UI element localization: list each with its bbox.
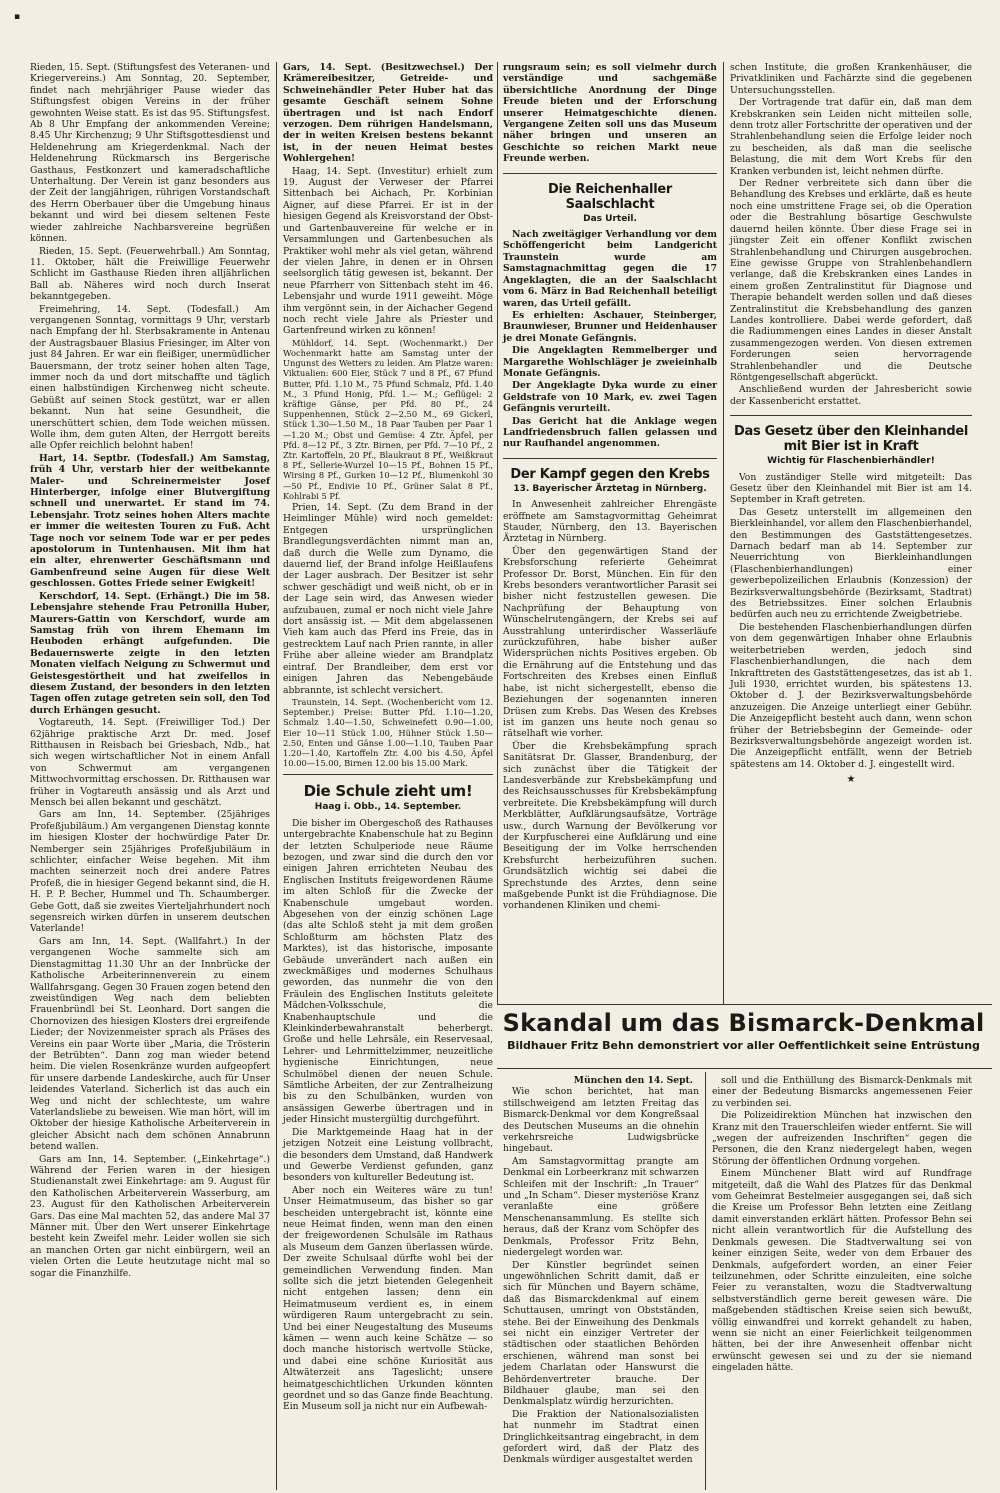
headline-gesetz: Das Gesetz über den Kleinhandel mit Bier ist in Kraft <box>733 424 968 455</box>
article-saal-p4: Der Angeklagte Dyka wurde zu einer Geldstrafe von 10 Mark, ev. zwei Tagen Gefängnis verurteilt. <box>503 380 717 415</box>
article-museum-continued: rungsraum sein; es soll vielmehr durch verständige und sachgemäße übersichtliche Anordnung der Dinge Freude bieten und der Erforschung unserer Heimatgeschichte dienen. Vergangene Zeiten soll uns das Museum näher bringen und unseren an Geschichte so reichen Markt neue Freunde werben. <box>503 62 717 165</box>
column-rule <box>497 62 498 1004</box>
subhead-gesetz: Wichtig für Flaschenbierhändler! <box>767 456 935 467</box>
article-traunstein-wochenbericht: Traunstein, 14. Sept. (Wochenbericht vom 12. September.) Preise: Butter Pfd. 1.10—1.20, Schmalz 1.40—1.50, Schweinefett 0.90—1.00, Eier 10—11 Stück 1.00, Hühner Stück 1.50—2.50, Enten und Gänse 1.00—1.10, Tauben Paar 1.20—1.40, Kartoffeln Ztr. 4.00 bis 4.50, Äpfel 10.00—15.00, Birnen 12.00 bis 15.00 Mark. <box>283 696 493 769</box>
article-bismarck-left-p4: Die Fraktion der Nationalsozialisten hat nunmehr im Stadtrat einen Dringlichkeitsantrag eingebracht, in dem gefordert wird, daß der Platz des Denkmals würdiger ausgestaltet werden <box>503 1408 699 1466</box>
article-rieden-stiftungsfest: Rieden, 15. Sept. (Stiftungsfest des Veteranen- und Kriegervereins.) Am Sonntag, 20. September, findet nach mehrjähriger Pause wieder das Stiftungsfest obigen Vereins in der früher gewohnten Weise statt. Es ist das 95. Stiftungsfest. Ab 8 Uhr Empfang der ankommenden Vereine; 8.45 Uhr Kirchenzug; 9 Uhr Stiftsgottesdienst und Heldenehrung am Kriegerdenkmal. Nach der Heldenehrung Rückmarsch ins Bergerische Gasthaus, Festkonzert und kameradschaftliche Unterhaltung. Der Verein ist ganz besonders aus der Zeit der langjährigen, rührigen Vorstandschaft des Herrn Oberbauer über die Umgebung hinaus bekannt und wird bei diesem seltenen Feste wieder zahlreiche Nachbarsvereine begrüßen können. <box>30 62 270 245</box>
article-gars-wallfahrt: Gars am Inn, 14. Sept. (Wallfahrt.) In der vergangenen Woche sammelte sich am Dienstagmittag 11.30 Uhr an der Innbrücke der Katholische Arbeiterinnenverein zu einem Wallfahrsgang. Gegen 30 Frauen zogen betend den zweistündigen Weg nach dem beliebten Frauenbründl bei St. Leonhard. Dort sangen die Chornovizen des hiesigen Klosters drei ergreifende Lieder; der Novizenmeister sprach als Präses des Vereins ein paar Worte über „Maria, die Trösterin der Betrübten“. Dann zog man wieder betend heim. Die vielen Rosenkränze wurden aufgeopfert für unsere darbende Landeskirche, auch für Unser leidendes Vaterland. Sicherlich ist das auch ein Weg und nicht der schlechteste, um wahre Vaterlandsliebe zu beweisen. Wie man hört, will im Oktober der hiesige Katholische Arbeiterverein in gleicher Absicht nach dem schönen Annabrunn betend wallen. <box>30 935 270 1153</box>
article-bismarck-left-p1: Wie schon berichtet, hat man stillschweigend am letzten Freitag das Bismarck-Denkmal vor dem Kongreßsaal des Deutschen Museums an die ohnehin verkehrsreiche Ludwigsbrücke hingebaut. <box>503 1086 699 1155</box>
column-2 <box>283 62 493 1414</box>
article-schule-p1: Die bisher im Obergeschoß des Rathauses untergebrachte Knabenschule hat zu Beginn der letzten Schulperiode neue Räume bezogen, und zwar sind die durch den vor einigen Jahren errichteten Neubau des Englischen Instituts freigewordenen Räume im alten Schloß für die Zwecke der Knabenschule umgebaut worden. Abgesehen von der einzig schönen Lage (das alte Schloß steht ja mit dem großen Schloßturm am höchsten Platz des Marktes), ist das historische, imposante Gebäude unverändert nach außen ein zweckmäßiges und modernes Schulhaus geworden, das nunmehr die von den Fräulein des Englischen Instituts geleitete Mädchen-Volksschule, die Knabenhauptschule und die Kleinkinderbewahranstalt beherbergt. Große und helle Lehrsäle, ein Reservesaal, Lehrer- und Lehrmittelzimmer, neuzeitliche hygienische Einrichtungen, neue Schulmöbel dienen der neuen Schule. Sämtliche Arbeiten, der zur Zentralheizung bis zu den Schulbänken, wurden von ansässigen Gewerbe übertragen und in jeder Hinsicht mustergültig durchgeführt. <box>283 817 493 1126</box>
section-rule <box>730 415 972 416</box>
article-hart-todesfall: Hart, 14. Septbr. (Todesfall.) Am Samstag, früh 4 Uhr, verstarb hier der weitbekannte Maler- und Schreinermeister Josef Hinterberger, infolge einer Blutvergiftung schnell und unerwartet. Er stand im 74. Lebensjahr. Trotz seines hohen Alters machte er immer die weitesten Touren zu Fuß. Acht Tage noch vor seinem Tode war er per pedes apostolorum in Tuntenhausen. Mit ihm hat ein alter, ehrenwerter Geschäftsmann und Gambenfreund seine Augen für diese Welt geschlossen. Gottes Friede seiner Ewigkeit! <box>30 452 270 590</box>
article-krebs-p2: Über den gegenwärtigen Stand der Krebsforschung referierte Geheimrat Professor Dr. Borst, München. Ein für den Krebs besonders verantwortlicher Parasit sei bisher nicht festzustellen gewesen. Die Nachprüfung der Behauptung von Wünschelrutengängern, der Krebs sei auf Ausstrahlung unterirdischer Wasserläufe zurückzuführen, habe bisher außer Widersprüchen nichts Positives ergeben. Ob die Ernährung auf die Entstehung und das Fortschreiten des Krebses einen Einfluß habe, ist nicht sichergestellt, ebenso die Beziehungen der sogenannten inneren Drüsen zum Krebs. Das Wesen des Krebses ist im ganzen uns heute noch genau so rätselhaft wie vorher. <box>503 545 717 740</box>
headline-krebs: Der Kampf gegen den Krebs <box>510 466 710 482</box>
article-muehldorf-wochenmarkt: Mühldorf, 14. Sept. (Wochenmarkt.) Der Wochenmarkt hatte am Samstag unter der Ungunst des Wetters zu leiden. Am Platze waren: Viktualien: 600 Eier, Stück 7 und 8 Pf., 67 Pfund Butter, Pfd. 1.10 M., 75 Pfund Schmalz, Pfd. 1.40 M., 3 Pfund Honig, Pfd. 1.— M.; Geflügel: 2 kräftige Gänse, per Pfd. 80 Pf., 24 Suppenhennen, Stück 2—2.50 M., 69 Gickerl, Stück 1.30—1.50 M., 18 Paar Tauben per Paar 1—1.20 M.; Obst und Gemüse: 4 Ztr. Äpfel, per Pfd. 8—12 Pf., 3 Ztr. Birnen, per Pfd. 7—10 Pf., 2 Ztr. Kartoffeln, 20 Pf., Blaukraut 8 Pf., Weißkraut 8 Pf., Sellerie-Wurzel 10—15 Pf., Bohnen 15 Pf., Wirsing 8 Pf., Gurken 10—12 Pf., Blumenkohl 30—50 Pf., Endivie 10 Pf., Grüner Salat 8 Pf., Kohlrabi 5 Pf. <box>283 337 493 501</box>
headline-schule: Die Schule zieht um! <box>303 782 473 801</box>
article-saal-p3: Die Angeklagten Remmelberger und Margarethe Wohlschläger je zweieinhalb Monate Gefängnis. <box>503 345 717 379</box>
column-4 <box>730 62 972 790</box>
article-gesetz-p1: Von zuständiger Stelle wird mitgeteilt: Das Gesetz über den Kleinhandel mit Bier ist am 14. September in Kraft getreten. <box>730 471 972 506</box>
column-rule <box>705 1072 706 1490</box>
section-rule <box>503 173 717 174</box>
article-haag-investitur: Haag, 14. Sept. (Investitur) erhielt zum 19. August der Verweser der Pfarrei Sittenbach bei Aichach, Pr. Korbinian Aigner, auf diese Pfarrei. Er ist in der hiesigen Gegend als Kreisvorstand der Obst- und Gartenbauvereine für welche er in Versammlungen und Gartenbesuchen als Praktiker wohl mehr als viel getan, während der vielen Jahre, in denen er in Ohrsen seelsorglich tätig gewesen ist, bekannt. Der neue Pfarrherr von Sittenbach steht im 46. Lebensjahr und wurde 1911 geweiht. Möge ihm vergönnt sein, in der Aichacher Gegend noch recht viele Jahre als Priester und Gartenfreund wirken zu können! <box>283 165 493 337</box>
article-krebs-continued-p1: schen Institute, die großen Krankenhäuser, die Privatkliniken und Fachärzte sind die gegebenen Untersuchungsstellen. <box>730 62 972 96</box>
article-vogtareuth-tod: Vogtareuth, 14. Sept. (Freiwilliger Tod.) Der 62jährige praktische Arzt Dr. med. Josef Ritthausen in Reisbach bei Griesbach, Ndb., hat sich wegen wirtschaftlicher Not in einem Anfall von Schwermut am vergangenen Mittwochvormittag erschossen. Dr. Ritthausen war früher in Vogtareuth ansässig und als Arzt und Mensch bei allen bekannt und geschätzt. <box>30 717 270 808</box>
article-gars-jubilaeum: Gars am Inn, 14. September. (25jähriges Profeßjubiläum.) Am vergangenen Dienstag konnte im hiesigen Kloster der hochwürdige Pater Dr. Nemberger sein 25jähriges Profeßjubiläum in schlichter, einfacher Weise begehen. Mit ihm machten seinerzeit noch drei andere Patres Profeß, die in hiesiger Gegend bekannt sind, die H. H. P. P. Becher, Hummel und Th. Schaumberger. Gebe Gott, daß sie zweites Vierteljahrhundert noch segensreich wirken dürfen in unserem deutschen Vaterlande! <box>30 809 270 935</box>
section-rule <box>503 458 717 459</box>
article-gars-einkehrtage: Gars am Inn, 14. September. („Einkehrtage“.) Während der Ferien waren in der hiesigen Studienanstalt zwei Einkehrtage: am 9. August für den Katholischen Arbeiterverein Wasserburg, am 23. August für den Katholischen Arbeiterverein Gars. Das eine Mal machten 52, das andere Mal 37 Männer mit. Über den Wert unserer Einkehrtage besteht kein Zweifel mehr. Leider wollen sie sich an manchen Orten gar nicht einbürgern, weil an vielen Orten die Leute heutzutage nicht mal so sogar die Finanzhilfe. <box>30 1153 270 1279</box>
article-schule-p2: Die Marktgemeinde Haag hat in der jetzigen Notzeit eine Leistung vollbracht, die besonders dem Umstand, daß Handwerk und Gewerbe Verdienst gefunden, ganz besonders von kultureller Bedeutung ist. <box>283 1126 493 1184</box>
article-bismarck-right-p2: Die Polizeidirektion München hat inzwischen den Kranz mit den Trauerschleifen wieder entfernt. Sie will „wegen der aufreizenden Inschriften“ gegen die Personen, die den Kranz niedergelegt haben, wegen Störung der öffentlichen Ordnung vorgehen. <box>712 1110 972 1167</box>
banner-rule-bottom <box>497 1068 992 1069</box>
banner-rule-top <box>497 1004 992 1005</box>
separator-star: ★ <box>846 774 856 786</box>
column-1 <box>30 62 270 1280</box>
article-gesetz-p3: Die bestehenden Flaschenbierhandlungen dürfen von dem gegenwärtigen Inhaber ohne Erlaubnis weiterbetrieben werden, jedoch sind Flaschenbierhandlungen, die nach dem Inkrafttreten des Gaststättengesetzes, das ist ab 1. Juli 1930, errichtet wurden, bis spätestens 13. Oktober d. J. der Bezirksverwaltungsbehörde anzuzeigen. Die Anzeige unterliegt einer Gebühr. Die Anzeigepflicht besteht auch dann, wenn schon früher der Betriebsbeginn der Gemeinde- oder Bezirksverwaltungsbehörde angezeigt worden ist. Die Anzeigepflicht entfällt, wenn der Betrieb spätestens am 14. Oktober d. J. eingestellt wird. <box>730 621 972 770</box>
article-rieden-feuerwehrball: Rieden, 15. Sept. (Feuerwehrball.) Am Sonntag, 11. Oktober, hält die Freiwillige Feuerwehr Schlicht im Gasthause Rieden ihren alljährlichen Ball ab. Näheres wird noch durch Inserat bekanntgegeben. <box>30 245 270 303</box>
article-kerschdorf-erhaengt: Kerschdorf, 14. Sept. (Erhängt.) Die im 58. Lebensjahre stehende Frau Petronilla Huber, Maurers-Gattin von Kerschdorf, wurde am Samstag früh von ihrem Ehemann im Heuboden erhängt aufgefunden. Die Bedauernswerte zeigte in den letzten Monaten vielfach Neigung zu Schwermut und Geistesgestörtheit und hat zweifellos in diesem Zustand, der besonders in den letzten Tagen offen zutage getreten sein soll, den Tod durch Erhängen gesucht. <box>30 590 270 716</box>
column-rule <box>276 62 277 1490</box>
article-prien-brand: Prien, 14. Sept. (Zu dem Brand in der Heimlinger Mühle) wird noch gemeldet: Entgegen ursprünglichen Brandlegungsverdächten nimmt man an, daß durch die Welle zum Dynamo, die dauernd lief, der Brand infolge Heißlaufens der Lager ausbrach. Der Besitzer ist sehr schwer geschädigt und weiß nicht, ob er in der Lage sein wird, das Anwesen wieder aufzubauen, zumal er noch nicht viele Jahre dort ansässig ist. — Mit dem abgelassenen Vieh kam auch das Pferd ins Freie, das in gestrecktem Lauf nach Prien rannte, in aller Frühe aber alleine wieder am Brandplatz eintraf. Der Brandleiber, dem erst vor einigen Jahren das Nebengebäude abbrannte, ist schlecht versichert. <box>283 502 493 696</box>
bismarck-banner <box>495 1010 992 1053</box>
dateline-schule: Haag i. Obb., 14. September. <box>314 802 462 813</box>
article-krebs-continued-p4: Anschließend wurden der Jahresbericht sowie der Kassenbericht erstattet. <box>730 384 972 407</box>
article-krebs-continued-p3: Der Redner verbreitete sich dann über die Behandlung des Krebses und erklärte, daß es heute noch eine umstrittene Frage sei, ob die Operation oder die Bestrahlung bösartige Geschwulste dauernd heilen könnte. Über diese Frage sei in jüngster Zeit ein offener Konflikt zwischen Strahlenbehandlung und Chirurgen ausgebrochen. Eine gewisse Gruppe von Strahlenbehandlern verlange, daß die Krebskranken eines Landes in einem großen Zentralinstitut für Diagnose und Therapie behandelt werden sollen und daß dieses Zentralinstitut die Krebsbehandlung des ganzen Landes kontrolliere. Dabei werde gefordert, daß die Radiummengen eines Landes in dieser Anstalt zusammengezogen werden. Von diesen extremen Forderungen seien hervorragende Strahlenbehandler und die Deutsche Röntgengesellschaft abgerückt. <box>730 178 972 383</box>
page-corner-mark: ▪ <box>14 12 21 22</box>
article-saal-p5: Das Gericht hat die Anklage wegen Landfriedensbruch fallen gelassen und nur Raufhandel angenommen. <box>503 415 717 450</box>
section-rule <box>283 774 493 775</box>
dateline-bismarck: München den 14. Sept. <box>573 1075 693 1086</box>
article-schule-p3: Aber noch ein Weiteres wäre zu tun! Unser Heimatmuseum, das bisher so gar bescheiden untergebracht ist, könnte eine neue Heimat finden, wenn man den einen der freigewordenen Schulsäle im Rathaus als Museum dem Ganzen überlassen würde. Der zweite Schulsaal dürfte wohl bei der gemeindlichen Verwendung finden. Man sollte sich die jetzt bietenden Gelegenheit nicht entgehen lassen; denn ein Heimatmuseum verdient es, in einem würdigeren Raum untergebracht zu sein. Und bei einer Neugestaltung des Museums kämen — wenn auch keine Schätze — so doch manche historisch wertvolle Stücke, und dabei eine schöne Kuriosität aus Altwäterzeit ans Tageslicht; unsere heimatgeschichtlichen Urkunden könnten geordnet und so das Ganze finde Beachtung. Ein Museum soll ja nicht nur ein Aufbewah- <box>283 1184 493 1413</box>
subhead-krebs: 13. Bayerischer Ärztetag in Nürnberg. <box>513 483 707 494</box>
article-gars-besitzwechsel: Gars, 14. Sept. (Besitzwechsel.) Der Krämereibesitzer, Getreide- und Schweinehändler Peter Huber hat das gesamte Geschäft seinem Sohne übertragen und ist nach Endorf verzogen. Dem rührigen Handelsmann, der in weiten Kreisen bestens bekannt ist, in der neuen Heimat bestes Wohlergehen! <box>283 62 493 165</box>
bismarck-left-column <box>503 1075 699 1467</box>
article-saal-p1: Nach zweitägiger Verhandlung vor dem Schöffengericht beim Landgericht Traunstein wurde am Samstagnachmittag gegen die 17 Angeklagten, die an der Saalschlacht vom 6. März in Bad Reichenhall beteiligt waren, das Urteil gefällt. <box>503 229 717 309</box>
column-3 <box>503 62 717 913</box>
bismarck-right-column <box>712 1075 972 1375</box>
column-rule <box>723 62 724 1004</box>
article-bismarck-right-p3: Einem Münchener Blatt wird auf Rundfrage mitgeteilt, daß die Wahl des Platzes für das Denkmal vom Geheimrat Bestelmeier ausgegangen sei, daß sich die Kreise um Professor Behn letzten eine Zeitlang damit einverstanden erklärt hätten. Professor Behn sei nicht allein verantwortlich für die Aufstellung des Denkmals gewesen. Die Stadtverwaltung sei von keiner einzigen Seite, weder von dem Erbauer des Denkmals, aufgefordert worden, an einer Feier teilzunehmen, oder Schritte einzuleiten, eine solche Feier zu veranstalten, wozu die Stadtverwaltung selbstverständlich gerne bereit gewesen wäre. Die maßgebenden städtischen Kreise seien sich bewußt, völlig einwandfrei und korrekt gehandelt zu haben, wenn sie nicht an einer Feierlichkeit teilgenommen hätten, bei der ihre Anwesenheit offenbar nicht erwünscht gewesen sei und zu der sie niemand eingeladen hätte. <box>712 1168 972 1374</box>
headline-saalschlacht: Die Reichenhaller Saalschlacht <box>548 181 672 212</box>
article-bismarck-right-p1: soll und die Enthüllung des Bismarck-Denkmals mit einer der Bedeutung Bismarcks angemessenen Feier zu verbinden sei. <box>712 1075 972 1109</box>
article-freimehring-todesfall: Freimehring, 14. Sept. (Todesfall.) Am vergangenen Sonntag, vormittags 9 Uhr, verstarb nach Empfang der hl. Sterbsakramente in Antenau der Austragsbauer Blasius Friesinger, im Alter von just 84 Jahren. Er war ein fleißiger, unermüdlicher Bauersmann, der trotz seiner hohen alten Tage, immer noch da und dort mitschaffte und täglich einen halbstündigen Kirchenweg nicht scheute. Gebüßt auf seinen Stock gestützt, war er allen bekannt. Nun hat seine Gesundheit, die unerschüttert schien, dem Tode weichen müssen. Wolle ihm, dem guten Alten, der Herrgott bereits alle Opfer reichlich belohnt haben! <box>30 303 270 452</box>
article-bismarck-left-p3: Der Künstler begründet seinen ungewöhnlichen Schritt damit, daß er sich für München und Bayern schäme, daß das Bismarckdenkmal auf einem Schuttausen, umringt von Obstständen, stehe. Bei der Einweihung des Denkmals sei nicht ein einziger Vertreter der städtischen oder staatlichen Behörden erschienen, während man sonst bei jedem Charlatan oder Hanswurst die Behördenvertreter brauche. Der Bildhauer glaube, man sei den Denkmalsplatz würdig herzurichten. <box>503 1259 699 1408</box>
article-krebs-continued-p2: Der Vortragende trat dafür ein, daß man dem Krebskranken sein Leiden nicht mitteilen solle, denn trotz aller Fortschritte der operativen und der Strahlenbehandlung seien die Erfolge leider noch zu bescheiden, als daß man die seelische Belastung, die mit dem Wort Krebs für den Kranken verbunden ist, leicht nehmen dürfte. <box>730 97 972 177</box>
article-krebs-p1: In Anwesenheit zahlreicher Ehrengäste eröffnete am Samstagvormittag Geheimrat Stauder, Nürnberg, den 13. Bayerischen Ärztetag in Nürnberg. <box>503 499 717 545</box>
subhead-saalschlacht: Das Urteil. <box>583 213 637 224</box>
subhead-bismarck: Bildhauer Fritz Behn demonstriert vor aller Oeffentlichkeit seine Entrüstung <box>507 1039 980 1052</box>
article-bismarck-left-p2: Am Samstagvormittag prangte am Denkmal ein Lorbeerkranz mit schwarzen Schleifen mit der Inschrift: „In Trauer“ und „In Scham“. Dieser mysteriöse Kranz veranlaßte eine größere Menschenansammlung. Es stellte sich heraus, daß der Kranz vom Schöpfer des Denkmals, Professor Fritz Behn, niedergelegt worden war. <box>503 1155 699 1259</box>
article-krebs-p3: Über die Krebsbekämpfung sprach Sanitätsrat Dr. Glasser, Brandenburg, der sich zunächst über die Tätigkeit der Landesverbände zur Krebsbekämpfung und des Reichsausschusses für Krebsbekämpfung verbreitete. Die Krebsbekämpfung will durch Merkblätter, Aufklärungsaufsätze, Vorträge usw., durch Warnung der Bevölkerung vor der Kurpfuscherei eine Aufklärung und eine Beseitigung der im Volke herrschenden Krebsfurcht herbeizuführen suchen. Grundsätzlich wichtig sei dabei die Sprechstunde des Arztes, denn seine maßgebende Punkt ist die Frühdiagnose. Die vorhandenen Kliniken und chemi- <box>503 740 717 912</box>
article-gesetz-p2: Das Gesetz unterstellt im allgemeinen den Bierkleinhandel, vor allem den Flaschenbierhandel, den Bestimmungen des Gaststättengesetzes. Darnach bedarf man ab 14. September zur Neuerrichtung von Bierkleinhandlungen (Flaschenbierhandlungen) einer gewerbepolizeilichen Erlaubnis (Konzession) der Bezirksverwaltungsbehörde (Bezirksamt, Stadtrat) des Betriebssitzes. Einer solchen Erlaubnis bedürfen auch neu zu errichtende Zweigbetriebe. <box>730 506 972 621</box>
article-saal-p2: Es erhielten: Aschauer, Steinberger, Braunwieser, Brunner und Heidenhauser je drei Monate Gefängnis. <box>503 309 717 344</box>
headline-bismarck: Skandal um das Bismarck-Denkmal <box>502 1009 985 1037</box>
